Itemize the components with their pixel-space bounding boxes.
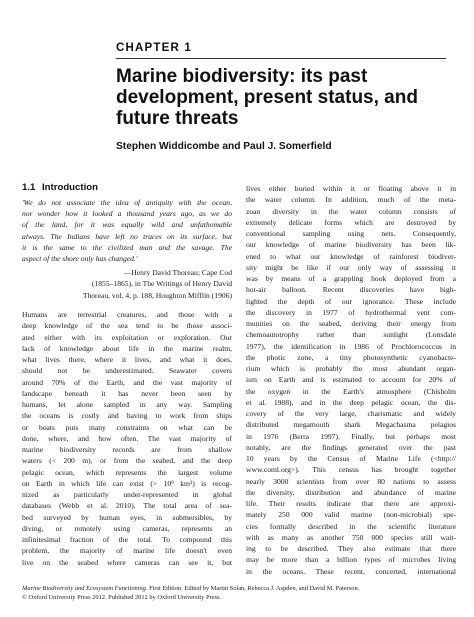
- body-text-line: should not be underestimated. Seawater covers: [22, 366, 232, 376]
- body-text-line: mately 250 000 valid marine (non-microbial) spe-: [246, 510, 456, 520]
- epigraph-attribution-line: Thoreau, vol. 4, p. 188, Houghton Mifflin (1906): [82, 290, 232, 300]
- body-text-line: on Earth in which life can exist (> 10⁹ km³) is recog-: [22, 478, 232, 488]
- body-text-line: lighted the depth of our ignorance. These include: [246, 296, 456, 306]
- section-heading: [22, 182, 98, 193]
- body-text-line: live on the seabed where cameras can see it, but: [22, 557, 232, 567]
- body-text-line: covery of the very large, charismatic and widely: [246, 409, 456, 418]
- chapter-title-line: Marine biodiversity: its past: [116, 66, 368, 87]
- epigraph-line: 'We do not associate the idea of antiquity with the ocean,: [22, 198, 232, 207]
- chapter-label: CHAPTER 1: [116, 42, 192, 54]
- publication-footnote: [22, 585, 452, 602]
- body-text-line: Humans are terrestrial creatures, and those with a: [22, 310, 232, 319]
- body-text-line: the oceans is costly and having to work from ships: [22, 411, 232, 421]
- epigraph-attribution-line: (1855–1865), in The Writings of Henry David: [91, 279, 232, 289]
- body-text-line: humans, let alone sampled in any way. Sampling: [22, 400, 232, 409]
- body-text-line: with as many as another 750 000 species still wait-: [246, 532, 456, 542]
- body-text-line: sity might be like if our only way of assessing it: [246, 262, 456, 272]
- body-text-line: what lives there, where it lives, and what it does,: [22, 355, 232, 364]
- body-text-line: ened to what our knowledge of rainforest biodiver-: [246, 251, 456, 261]
- body-text-line: life. Their results indicate that there are approxi-: [246, 499, 456, 508]
- body-text-line: marine biodiversity records are from shallow: [22, 445, 232, 454]
- body-text-line: or boats puts many constraints on what can be: [22, 422, 232, 432]
- section-title: Introduction: [42, 182, 98, 193]
- chapter-authors: Stephen Widdicombe and Paul J. Somerfield: [116, 141, 332, 152]
- body-text-line: the discovery in 1977 of hydrothermal vent com-: [246, 307, 456, 317]
- chapter-title: [116, 66, 456, 129]
- chapter-title-line: future threats: [116, 108, 239, 129]
- body-text-line: ated either with its exploitation or exploration. Our: [22, 332, 232, 342]
- body-text-line: nearly 3000 scientists from over 80 nations to assess: [246, 476, 456, 486]
- body-text-line: databases (Webb et al. 2010). The total area of sea-: [22, 501, 232, 511]
- body-text-line: ism on Earth and is estimated to account for 20% of: [246, 375, 456, 385]
- body-text-line: munities on the seabed, deriving their energy from: [246, 319, 456, 328]
- body-text-line: the photic zone, a tiny photosynthetic cyanobacte-: [246, 352, 456, 362]
- body-text-line: notably, are the findings generated over the past: [246, 442, 456, 452]
- body-text-line: distributed megamouth shark Megachasma pelagios: [246, 420, 456, 430]
- epigraph-attribution-line: —Henry David Thoreau; Cape Cod: [123, 268, 232, 278]
- epigraph-line: aspect of the shore only has changed.': [22, 254, 138, 263]
- body-text-line: hot-air balloon. Recent discoveries have high-: [246, 285, 456, 295]
- body-text-line: lack of knowledge about life in the marine realm,: [22, 343, 232, 353]
- body-text-line: chemoautotrophy rather than sunlight (Lonsdale: [246, 330, 456, 340]
- body-text-line: was by means of a grappling hook deployed from a: [246, 274, 456, 283]
- body-text-line: bed surveyed by human eyes, in submersibles, by: [22, 512, 232, 522]
- body-text-line: the water column. In addition, much of the meta-: [246, 195, 456, 205]
- body-text-line: the diversity, distribution and abundance of marine: [246, 487, 456, 497]
- body-text-line: rium which is probably the most abundant organ-: [246, 364, 456, 373]
- body-text-line: problem, the majority of marine life doesn't even: [22, 546, 232, 556]
- body-text-line: 1977), the identification in 1986 of Prochlorococcus in: [246, 341, 456, 351]
- body-text-line: lives either buried within it or floating above it in: [246, 184, 456, 193]
- epigraph-line: it is the same to the civilized man and the savage. The: [22, 242, 232, 252]
- body-text-line: www.coml.org>). This census has brought together: [246, 465, 456, 475]
- epigraph-line: nor wonder how it looked a thousand years ago, as we do: [22, 209, 232, 219]
- chapter-rule: [116, 58, 446, 59]
- body-text-line: waters (< 200 m), or from the seabed, and the deep: [22, 456, 232, 466]
- chapter-title-line: development, present status, and: [116, 87, 418, 108]
- body-text-line: zoan diversity in the water column consists of: [246, 206, 456, 216]
- body-text-line: pelagic ocean, which represents the largest volume: [22, 467, 232, 477]
- body-text-line: ing to be described. They also estimate that there: [246, 544, 456, 553]
- body-text-line: our knowledge of marine biodiversity has been lik-: [246, 240, 456, 250]
- body-text-line: diving, or remotely using cameras, represents an: [22, 523, 232, 533]
- epigraph-line: of the land, for it was equally wild and unfathomable: [22, 220, 232, 230]
- body-text-line: 10 years by the Census of Marine Life (<http://: [246, 454, 456, 463]
- body-text-line: infinitesimal fraction of the total. To compound this: [22, 535, 232, 544]
- epigraph-line: always. The Indians have left no traces on its surface, but: [22, 231, 232, 241]
- body-text-line: may be more than a billion types of microbes living: [246, 555, 456, 565]
- body-text-line: around 70% of the Earth, and the vast majority of: [22, 377, 232, 387]
- body-text-line: cies formally described in the scientific literature: [246, 521, 456, 531]
- body-text-line: deep knowledge of the sea tend to be those associ-: [22, 321, 232, 331]
- section-number: 1.1: [22, 182, 36, 193]
- body-text-line: in the oceans. These recent, concerted, international: [246, 566, 456, 576]
- footnote-line: [22, 585, 452, 594]
- footnote-book-title: Marine Biodiversity and Ecosystem Functioning.: [22, 585, 148, 592]
- body-text-line: nized as particularly under-represented in global: [22, 490, 232, 499]
- body-text-line: landscape beneath it has never been seen by: [22, 388, 232, 398]
- body-text-line: done, where, and how often. The vast majority of: [22, 433, 232, 443]
- body-text-line: in 1976 (Berra 1997). Finally, but perhaps most: [246, 431, 456, 441]
- footnote-editors: First Edition. Edited by Martin Solan, Rebecca J. Aspden, and David M. Paterson.: [147, 585, 360, 592]
- body-text-line: et al. 1988), and in the deep pelagic ocean, the dis-: [246, 397, 456, 407]
- body-text-line: extremely delicate forms which are destroyed by: [246, 217, 456, 227]
- footnote-copyright: © Oxford University Press 2012. Published 2012 by Oxford University Press.: [22, 593, 222, 601]
- body-text-line: the oxygen in the Earth's atmosphere (Chisholm: [246, 386, 456, 396]
- body-text-line: conventional sampling using nets. Consequently,: [246, 229, 456, 238]
